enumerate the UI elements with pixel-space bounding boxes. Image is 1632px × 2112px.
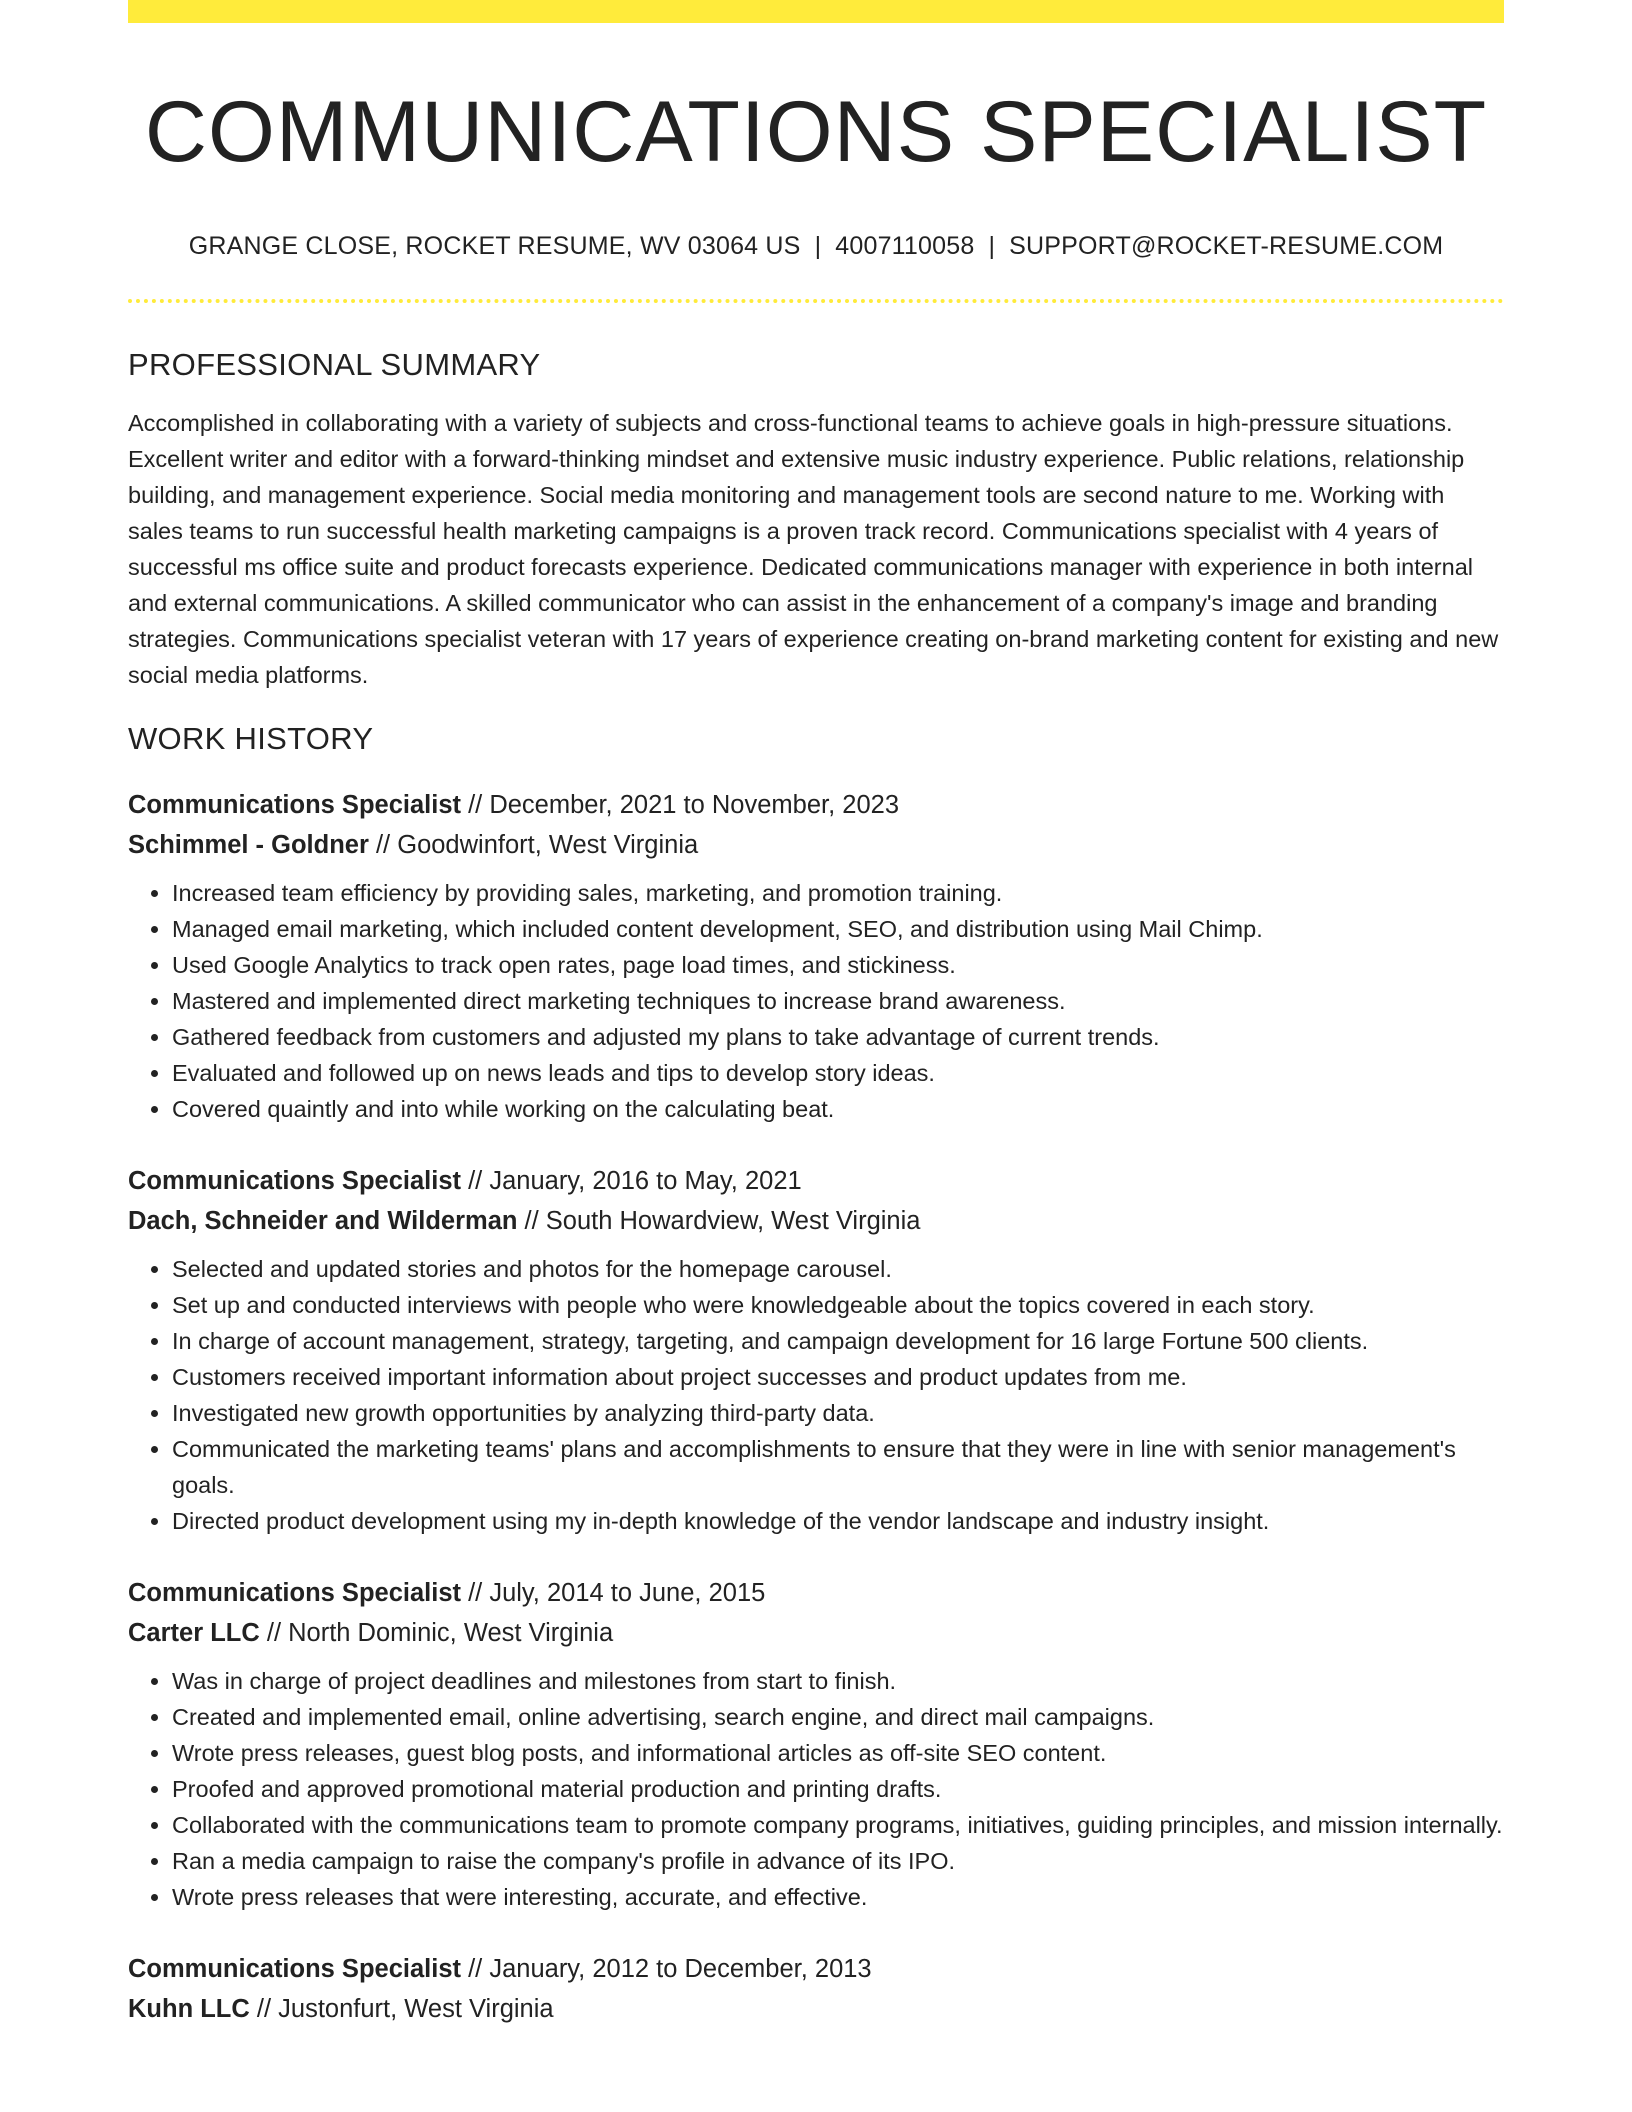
job-bullets — [128, 1663, 1504, 1915]
job-dates: // January, 2016 to May, 2021 — [461, 1166, 802, 1195]
job-bullet: • Investigated new growth opportunities by analyzing third-party data. — [172, 1395, 1504, 1431]
job-company-line — [128, 1989, 1504, 2029]
job-bullet: • Managed email marketing, which included content development, SEO, and distribution using Mail Chimp. — [172, 911, 1504, 947]
job-bullets — [128, 875, 1504, 1127]
job-bullet: • Proofed and approved promotional material production and printing drafts. — [172, 1771, 1504, 1807]
job-bullet: • Covered quaintly and into while working on the calculating beat. — [172, 1091, 1504, 1127]
job-bullet: • Set up and conducted interviews with people who were knowledgeable about the topics covered in each story. — [172, 1287, 1504, 1323]
summary-heading: PROFESSIONAL SUMMARY — [128, 346, 541, 382]
job-company-line — [128, 1613, 1504, 1653]
job-bullet: • Created and implemented email, online advertising, search engine, and direct mail campaigns. — [172, 1699, 1504, 1735]
job-dates: // July, 2014 to June, 2015 — [461, 1578, 766, 1607]
job-bullet: • Collaborated with the communications team to promote company programs, initiatives, guiding principles, and mission internally. — [172, 1807, 1504, 1843]
contact-line — [128, 232, 1504, 261]
job-company: Carter LLC — [128, 1618, 260, 1647]
job-bullet: • Directed product development using my in-depth knowledge of the vendor landscape and industry insight. — [172, 1503, 1504, 1539]
contact-phone: 4007110058 — [835, 231, 975, 260]
contact-separator: | — [814, 231, 822, 260]
job-bullet: • Selected and updated stories and photos for the homepage carousel. — [172, 1251, 1504, 1287]
job-entry — [128, 1573, 1504, 1915]
job-title: Communications Specialist — [128, 1578, 461, 1607]
resume-page — [128, 0, 1504, 2029]
job-title-line — [128, 1949, 1504, 1989]
job-entry — [128, 1949, 1504, 2029]
job-company: Dach, Schneider and Wilderman — [128, 1206, 518, 1235]
job-bullet: • Used Google Analytics to track open rates, page load times, and stickiness. — [172, 947, 1504, 983]
job-title: Communications Specialist — [128, 790, 461, 819]
job-bullet: • In charge of account management, strategy, targeting, and campaign development for 16 large Fortune 500 clients. — [172, 1323, 1504, 1359]
job-company-line — [128, 1201, 1504, 1241]
contact-email: SUPPORT@ROCKET-RESUME.COM — [1009, 231, 1444, 260]
dotted-divider — [128, 299, 1504, 303]
contact-separator: | — [988, 231, 996, 260]
job-location: // Justonfurt, West Virginia — [249, 1994, 554, 2023]
job-bullet: • Increased team efficiency by providing sales, marketing, and promotion training. — [172, 875, 1504, 911]
resume-title: COMMUNICATIONS SPECIALIST — [144, 84, 1488, 180]
job-location: // Goodwinfort, West Virginia — [368, 830, 699, 859]
job-company: Schimmel - Goldner — [128, 830, 369, 859]
job-entry — [128, 1161, 1504, 1539]
work-history-heading: WORK HISTORY — [128, 720, 374, 756]
job-bullet: • Mastered and implemented direct marketing techniques to increase brand awareness. — [172, 983, 1504, 1019]
work-history-list — [128, 785, 1504, 2029]
job-bullet: • Ran a media campaign to raise the company's profile in advance of its IPO. — [172, 1843, 1504, 1879]
job-company: Kuhn LLC — [128, 1994, 250, 2023]
contact-address: GRANGE CLOSE, ROCKET RESUME, WV 03064 US — [188, 231, 801, 260]
job-title-line — [128, 1161, 1504, 1201]
job-title-line — [128, 1573, 1504, 1613]
job-bullet: • Evaluated and followed up on news leads and tips to develop story ideas. — [172, 1055, 1504, 1091]
job-bullet: • Wrote press releases that were interesting, accurate, and effective. — [172, 1879, 1504, 1915]
job-entry — [128, 785, 1504, 1127]
job-dates: // January, 2012 to December, 2013 — [461, 1954, 872, 1983]
job-bullet: • Communicated the marketing teams' plans and accomplishments to ensure that they were in line with senior management's goals. — [172, 1431, 1504, 1503]
job-bullet: • Customers received important information about project successes and product updates from me. — [172, 1359, 1504, 1395]
job-location: // North Dominic, West Virginia — [259, 1618, 614, 1647]
job-title-line — [128, 785, 1504, 825]
summary-text: Accomplished in collaborating with a variety of subjects and cross-functional teams to achieve goals in high-pressure situations. Excellent writer and editor with a forward-thinking mindset and extensive music industry experience. Public relations, relationship building, and management experience. Social media monitoring and management tools are second nature to me. Working with sales teams to run successful health marketing campaigns is a proven track record. Communications specialist with 4 years of successful ms office suite and product forecasts experience. Dedicated communications manager with experience in both internal and external communications. A skilled communicator who can assist in the enhancement of a company's image and branding strategies. Communications specialist veteran with 17 years of experience creating on-brand marketing content for existing and new social media platforms. — [128, 409, 1499, 688]
job-title: Communications Specialist — [128, 1954, 461, 1983]
job-bullet: • Gathered feedback from customers and adjusted my plans to take advantage of current trends. — [172, 1019, 1504, 1055]
job-title: Communications Specialist — [128, 1166, 461, 1195]
accent-top-bar — [128, 0, 1504, 23]
job-dates: // December, 2021 to November, 2023 — [461, 790, 900, 819]
job-bullet: • Was in charge of project deadlines and milestones from start to finish. — [172, 1663, 1504, 1699]
job-bullets — [128, 1251, 1504, 1539]
job-bullet: • Wrote press releases, guest blog posts, and informational articles as off-site SEO content. — [172, 1735, 1504, 1771]
job-company-line — [128, 825, 1504, 865]
job-location: // South Howardview, West Virginia — [517, 1206, 921, 1235]
